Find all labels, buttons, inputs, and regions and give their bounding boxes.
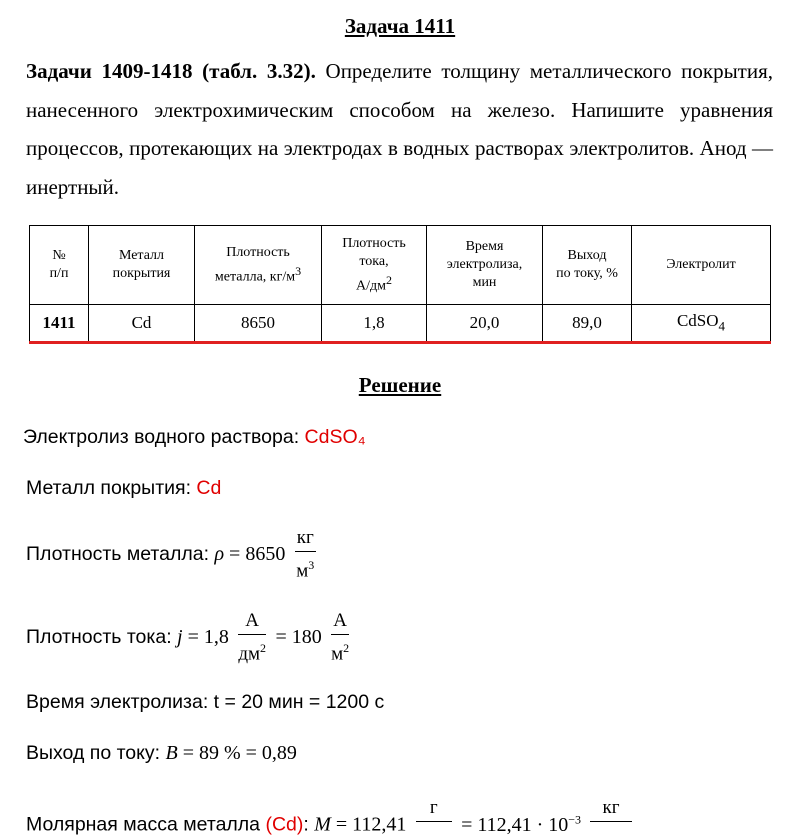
header-current-density: Плотность тока, $А/дм^2$ (322, 226, 427, 305)
density-line: Плотность металла: ρ = 8650 $\frac{кг}{м^3}$ (26, 527, 315, 582)
header-metal: Металл покрытия (89, 226, 195, 305)
cell-yield: 89,0 (543, 305, 632, 343)
cell-metal: Cd (89, 305, 195, 343)
density-unit: $\frac{кг}{м^3}$ (296, 527, 315, 582)
cell-density: 8650 (195, 305, 322, 343)
header-number: № п/п (30, 226, 89, 305)
cell-electrolyte: CdSO$_4$ (632, 305, 771, 343)
cell-number: 1411 (30, 305, 89, 343)
electrolysis-line: Электролиз водного раствора: CdSO₄ (23, 426, 366, 448)
molar-unit-1: г (416, 798, 452, 822)
page-title: Задача 1411 (344, 14, 456, 38)
time-line: Время электролиза: t = 20 мин = 1200 с (26, 691, 385, 713)
metal-line: Металл покрытия: Cd (26, 477, 222, 499)
problem-statement (26, 52, 773, 206)
header-yield: Выход по току, % (543, 226, 632, 305)
problem-reference: Задачи 1409-1418 (табл. 3.32). (26, 59, 316, 83)
electrolyte-value: CdSO₄ (304, 426, 366, 448)
molar-mass-line: Молярная масса металла (Cd): M = 112,41 г = $112,41 \cdot 10^{-3}$ кг (26, 812, 636, 837)
molar-unit-2: кг (590, 798, 631, 822)
table-header-row (30, 226, 771, 305)
solution-heading: Решение (358, 373, 442, 397)
cell-current: 1,8 (322, 305, 427, 343)
data-table (29, 225, 771, 344)
current-unit-2: $\frac{А}{м^2}$ (331, 610, 350, 665)
table-row (30, 305, 771, 343)
header-density: Плотность металла, $кг/м^3$ (195, 226, 322, 305)
problem-text: Определите толщину металлического покрытия, нанесенного электрохимическим способом на железо. Напишите уравнения процессов, протекающих на электродах в водных растворах электролитов. Анод — инертный. (26, 59, 774, 199)
header-electrolyte: Электролит (632, 226, 771, 305)
current-density-line: Плотность тока: j = 1,8 $\frac{А}{дм^2}$ = 180 $\frac{А}{м^2}$ (26, 610, 350, 665)
metal-value: Cd (196, 477, 222, 499)
current-unit-1: $\frac{А}{дм^2}$ (238, 610, 267, 665)
yield-line: Выход по току: B = 89 % = 0,89 (26, 742, 297, 764)
cell-time: 20,0 (427, 305, 543, 343)
header-time: Время электролиза, мин (427, 226, 543, 305)
